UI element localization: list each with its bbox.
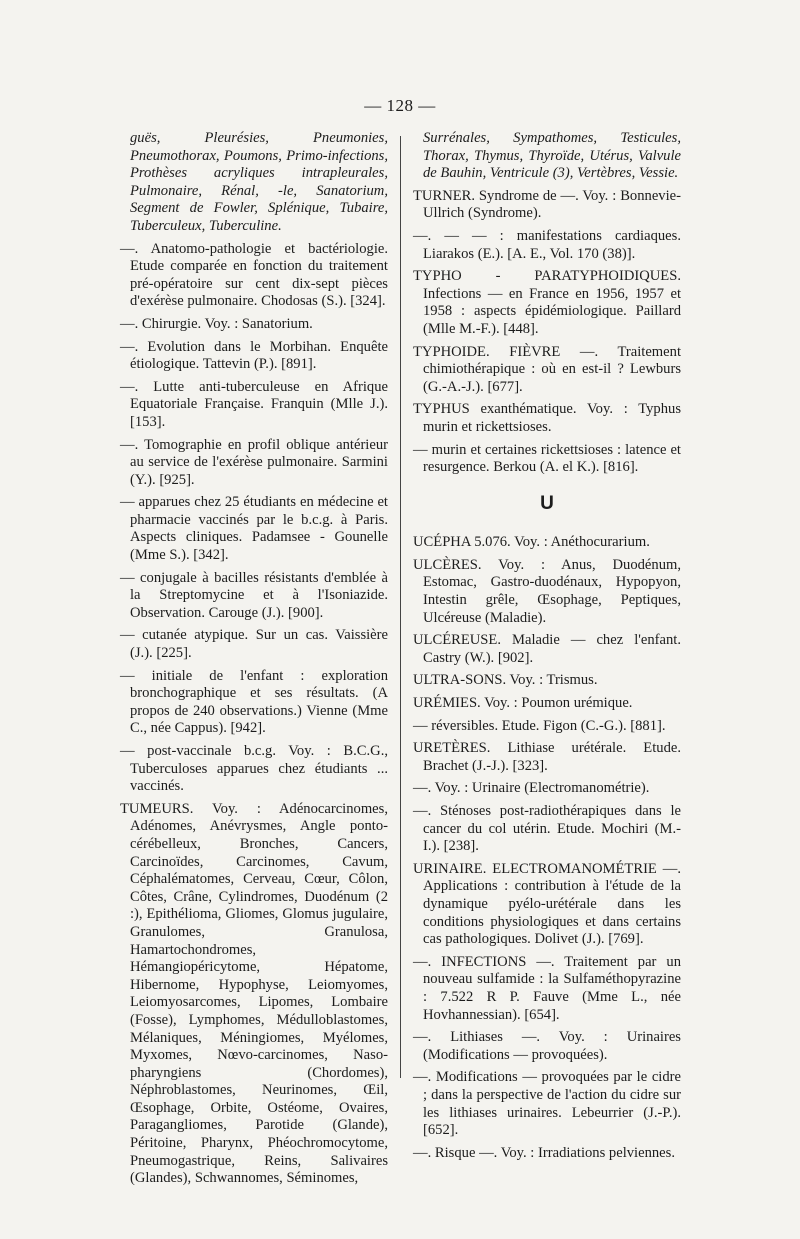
- left-column: [120, 130, 388, 1193]
- index-entry: — murin et certaines rickettsioses : latence et resurgence. Berkou (A. el K.). [816].: [413, 441, 681, 476]
- page-number: — 128 —: [364, 96, 436, 115]
- index-entry: —. Chirurgie. Voy. : Sanatorium.: [120, 315, 313, 332]
- index-entry: — cutanée atypique. Sur un cas. Vaissière (J.). [225].: [120, 627, 388, 662]
- index-entry: —. — — : manifestations cardiaques. Liarakos (E.). [A. E., Vol. 170 (38)].: [413, 227, 681, 262]
- index-entry: TURNER. Syndrome de —. Voy. : Bonnevie-Ullrich (Syndrome).: [413, 187, 681, 222]
- column-divider: [400, 136, 401, 1078]
- index-entry: TYPHOIDE. FIÈVRE —. Traitement chimiothérapique : où en est-il ? Lewburs (G.-A.-J.). [677].: [413, 343, 681, 395]
- index-entry: URETÈRES. Lithiase urétérale. Etude. Brachet (J.-J.). [323].: [413, 740, 681, 774]
- index-entry: TYPHO - PARATYPHOIDIQUES. Infections — en France en 1956, 1957 et 1958 : aspects épidémiologique. Paillard (Mlle M.-F.). [448].: [413, 268, 681, 337]
- index-entry: URÉMIES. Voy. : Poumon urémique.: [413, 695, 633, 712]
- index-entry: —. Lutte anti-tuberculeuse en Afrique Equatoriale Française. Franquin (Mlle J.). [153].: [120, 378, 388, 430]
- index-entry: —. Modifications — provoquées par le cidre ; dans la perspective de l'action du cidre sur les lithiases urinaires. Lebeurrier (J.-P.). [652].: [413, 1069, 681, 1139]
- index-entry: —. Risque —. Voy. : Irradiations pelviennes.: [413, 1144, 675, 1161]
- index-entry: ULCÉREUSE. Maladie — chez l'enfant. Castry (W.). [902].: [413, 632, 681, 666]
- index-entry: ULCÈRES. Voy. : Anus, Duodénum, Estomac, Gastro-duodénaux, Hypopyon, Intestin grêle, Œsophage, Peptiques, Ulcéreuse (Maladie).: [413, 556, 681, 626]
- index-entry: —. Tomographie en profil oblique antérieur au service de l'exérèse pulmonaire. Sarmini (Y.). [925].: [120, 436, 388, 488]
- index-entry: URINAIRE. ELECTROMANOMÉTRIE —. Applications : contribution à l'étude de la dynamique pyélo-urétérale dans les conditions physiologiques et dans certains cas pathologiques. Dolivet (J.). [769].: [413, 860, 681, 948]
- index-entry: UCÉPHA 5.076. Voy. : Anéthocurarium.: [413, 534, 650, 551]
- index-entry: — initiale de l'enfant : exploration bronchographique et ses résultats. (A propos de 240 observations.) Vienne (Mme C., née Cappus). [942].: [120, 667, 388, 737]
- index-entry: — conjugale à bacilles résistants d'emblée à la Streptomycine et à l'Isoniazide. Observation. Carouge (J.). [900].: [120, 569, 388, 621]
- index-entry: — apparues chez 25 étudiants en médecine et pharmacie vaccinés par le b.c.g. à Paris. Aspects cliniques. Padamsee - Gounelle (Mme S.). [342].: [120, 494, 388, 564]
- section-letter-heading: U: [540, 492, 554, 514]
- index-entry: ULTRA-SONS. Voy. : Trismus.: [413, 672, 598, 689]
- index-entry: — post-vaccinale b.c.g. Voy. : B.C.G., Tuberculoses apparues chez étudiants ... vaccinés.: [120, 743, 388, 795]
- index-entry: guës, Pleurésies, Pneumonies, Pneumothorax, Poumons, Primo-infections, Prothèses acryliques intrapleurales, Pulmonaire, Rénal, -le, Sanatorium, Segment de Fowler, Splénique, Tubaire, Tuberculeux, Tuberculine.: [130, 130, 388, 234]
- index-entry: — réversibles. Etude. Figon (C.-G.). [881].: [413, 717, 666, 734]
- index-entry: —. INFECTIONS —. Traitement par un nouveau sulfamide : la Sulfaméthopyrazine : 7.522 R P. Fauve (Mme L., née Hovhannessian). [654].: [413, 953, 681, 1023]
- index-entry: —. Evolution dans le Morbihan. Enquête étiologique. Tattevin (P.). [891].: [120, 338, 388, 373]
- index-entry: —. Sténoses post-radiothérapiques dans le cancer du col utérin. Etude. Mochiri (M.-I.). [238].: [413, 803, 681, 855]
- index-entry: —. Anatomo-pathologie et bactériologie. Etude comparée en fonction du traitement pré-opératoire sur cent dix-sept pièces d'exérèse pulmonaire. Chodosas (S.). [324].: [120, 240, 388, 310]
- index-entry: Surrénales, Sympathomes, Testicules, Thorax, Thymus, Thyroïde, Utérus, Valvule de Bauhin, Ventricule (3), Vertèbres, Vessie.: [423, 130, 681, 182]
- index-entry: TYPHUS exanthématique. Voy. : Typhus murin et rickettsioses.: [413, 401, 681, 435]
- index-entry: —. Voy. : Urinaire (Electromanométrie).: [413, 780, 650, 797]
- index-entry: —. Lithiases —. Voy. : Urinaires (Modifications — provoquées).: [413, 1029, 681, 1063]
- index-entry: TUMEURS. Voy. : Adénocarcinomes, Adénomes, Anévrysmes, Angle ponto-cérébelleux, Bronches, Cancers, Carcinoïdes, Carcinomes, Cavum, Céphalématomes, Cerveau, Cœur, Côlon, Côtes, Crâne, Cylindromes, Duodénum (2 :), Epithélioma, Gliomes, Glomus jugulaire, Granulomes, Granulosa, Hamartochondromes, Hémangiopéricytome, Hépatome, Hibernome, Hypophyse, Leiomyomes, Leiomyosarcomes, Lipomes, Lombaire (Fosse), Lymphomes, Médulloblastomes, Mélaniques, Méningiomes, Myélomes, Myxomes, Nœvo-carcinomes, Naso-pharyngiens (Chordomes), Néphroblastomes, Neurinomes, Œil, Œsophage, Orbite, Ostéome, Ovaires, Paragangliomes, Parotide (Glande), Péritoine, Pharynx, Phéochromocytome, Pneumogastrique, Reins, Salivaires (Glandes), Schwannomes, Séminomes,: [120, 800, 388, 1187]
- right-column: [413, 130, 681, 1167]
